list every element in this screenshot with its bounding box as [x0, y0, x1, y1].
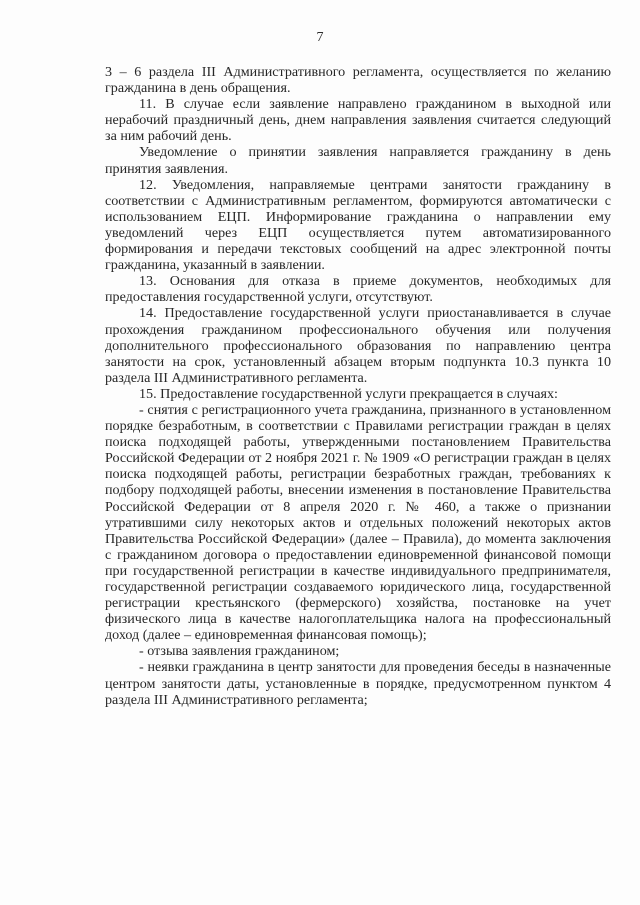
- list-item-no-show: - неявки гражданина в центр занятости для проведения беседы в назначенные центром занятости даты, установленные в порядке, предусмотренном пунктом 4 раздела III Административного регламента;: [105, 659, 611, 708]
- list-item-deregistration: - снятия с регистрационного учета гражданина, признанного в установленном порядке безработным, в соответствии с Правилами регистрации граждан в целях поиска подходящей работы, утвержденными постановлением Правительства Российской Федерации от 2 ноября 2021 г. № 1909 «О регистрации граждан в целях поиска подходящей работы, регистрации безработных граждан, требованиях к подбору подходящей работы, внесении изменения в постановление Правительства Российской Федерации от 8 апреля 2020 г. № 460, а также о признании утратившими силу некоторых актов и отдельных положений некоторых актов Правительства Российской Федерации» (далее – Правила), до момента заключения с гражданином договора о предоставлении единовременной финансовой помощи при государственной регистрации в качестве индивидуального предпринимателя, государственной регистрации создаваемого юридического лица, государственной регистрации крестьянского (фермерского) хозяйства, постановке на учет физического лица в качестве налогоплательщика налога на профессиональный доход (далее – единовременная финансовая помощь);: [105, 401, 611, 644]
- paragraph-item-11: 11. В случае если заявление направлено гражданином в выходной или нерабочий праздничный день, днем направления заявления считается следующий за ним рабочий день.: [105, 96, 611, 145]
- document-body: [105, 64, 611, 708]
- paragraph-continuation: 3 – 6 раздела III Административного регламента, осуществляется по желанию гражданина в день обращения.: [105, 64, 611, 97]
- page-number: 7: [316, 30, 324, 45]
- paragraph-item-14: 14. Предоставление государственной услуги приостанавливается в случае прохождения гражданином профессионального обучения или получения дополнительного профессионального образования по направлению центра занятости на срок, установленный абзацем вторым подпункта 10.3 пункта 10 раздела III Административного регламента.: [105, 305, 611, 386]
- paragraph-notification-acceptance: Уведомление о принятии заявления направляется гражданину в день принятия заявления.: [105, 144, 611, 177]
- list-item-withdrawal: - отзыва заявления гражданином;: [139, 643, 340, 660]
- paragraph-item-15: 15. Предоставление государственной услуги прекращается в случаях:: [139, 385, 558, 402]
- paragraph-item-12: 12. Уведомления, направляемые центрами занятости гражданину в соответствии с Административным регламентом, формируются автоматически с использованием ЕЦП. Информирование гражданина о направлении ему уведомлений через ЕЦП осуществляется путем автоматизированного формирования и передачи текстовых сообщений на адрес электронной почты гражданина, указанный в заявлении.: [105, 176, 611, 274]
- paragraph-item-13: 13. Основания для отказа в приеме документов, необходимых для предоставления государственной услуги, отсутствуют.: [105, 273, 611, 306]
